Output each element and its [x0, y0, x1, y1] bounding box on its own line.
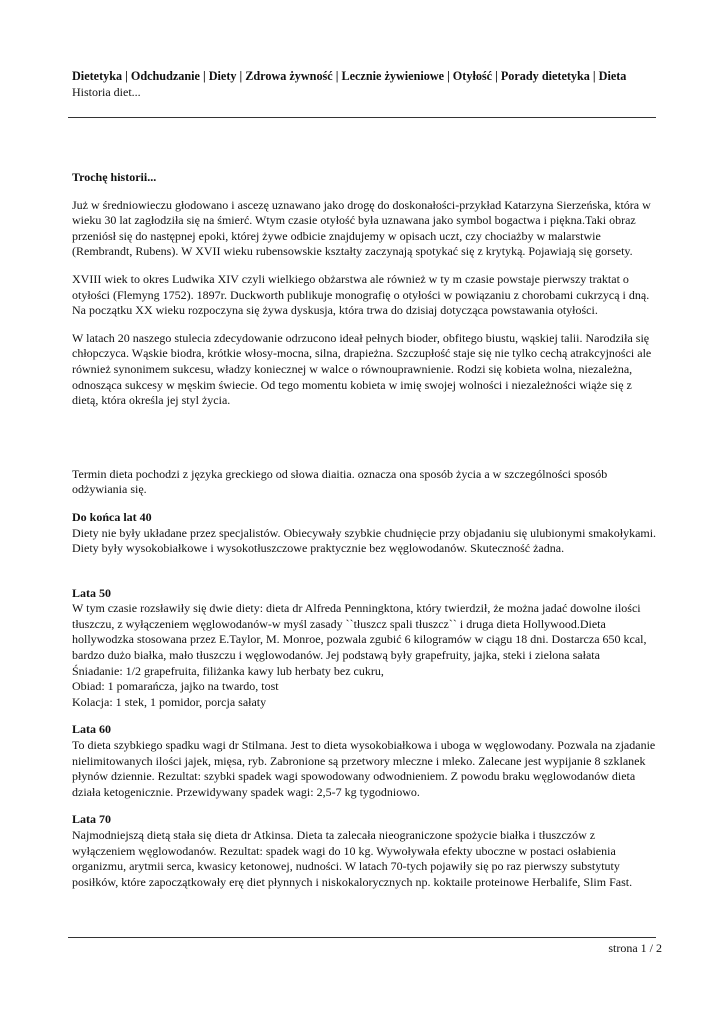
meal-breakfast: Śniadanie: 1/2 grapefruita, filiżanka kawy lub herbaty bez cukru, — [72, 663, 384, 678]
section-title-60s: Lata 60 — [72, 722, 111, 737]
meal-lunch: Obiad: 1 pomarańcza, jajko na twardo, tost — [72, 679, 279, 694]
page-header — [72, 68, 692, 100]
header-title: Dietetyka | Odchudzanie | Diety | Zdrowa żywność | Lecznie żywieniowe | Otyłość | Porady dietetyka | Dieta — [72, 69, 627, 83]
intro-paragraph-1: Już w średniowieczu głodowano i ascezę uznawano jako drogę do doskonałości-przykład Katarzyna Sierzeńska, która w wieku 30 lat zagłodziła się na śmierć. Wtym czasie otyłość była uznawana jako symbol bogactwa i piękna.Taki obraz przeniósł się do następnej epoki, której żywe odbicie znajdujemy w opisach uczt, czy chociażby w malarstwie (Rembrandt, Rubens). W XVII wieku rubensowskie kształty zaczynają spotykać się z krytyką. Pojawiają się gorsety. — [72, 197, 651, 259]
section-title-40s: Do końca lat 40 — [72, 509, 152, 524]
term-definition: Termin dieta pochodzi z języka greckiego od słowa diaitia. oznacza ona sposób życia a w szczególności sposób odżywiania się. — [72, 466, 608, 497]
header-subtitle: Historia diet... — [72, 85, 141, 99]
section-title-50s: Lata 50 — [72, 585, 111, 600]
article-body — [72, 170, 660, 890]
intro-heading: Trochę historii... — [72, 170, 157, 184]
intro-paragraph-3: W latach 20 naszego stulecia zdecydowanie odrzucono ideał pełnych bioder, obfitego biustu, wąskiej talii. Narodziła się chłopczyca. Wąskie biodra, krótkie włosy-mocna, silna, drapieżna. Szczupłość staje się nie tylko cechą atrakcyjności ale również synonimem sukcesu, władzy koniecznej w walce o równouprawnienie. Rodzi się kobieta wolna, niezależna, odnosząca sukcesy w męskim świecie. Od tego momentu kobieta w imię swojej wolności i niezależności wiąże się z dietą, która określa jej styl życia. — [72, 330, 652, 408]
footer-divider — [68, 937, 656, 938]
section-text-70s: Najmodniejszą dietą stała się dieta dr Atkinsa. Dieta ta zalecała nieograniczone spożycie białka i tłuszczów z wyłączeniem węglowodanów. Rezultat: spadek wagi do 10 kg. Wywoływała efekty uboczne w postaci osłabienia organizmu, arytmii serca, kwasicy ketonowej, nudności. W latach 70-tych pojawiły się po raz pierwszy substytuty posiłków, które zapoczątkowały erę diet płynnych i niskokalorycznych np. koktaile proteinowe Herbalife, Slim Fast. — [72, 828, 633, 889]
section-text-60s: To dieta szybkiego spadku wagi dr Stilmana. Jest to dieta wysokobiałkowa i uboga w węglowodany. Pozwala na zjadanie nielimitowanych ilości jajek, mięsa, ryb. Zabronione są przetwory mleczne i mleko. Zalecane jest wypijanie 8 szklanek płynów dziennie. Rezultat: szybki spadek wagi spowodowany odwodnieniem. Z powodu braku węglowodanów dieta działa ketogenicznie. Przewidywany spadek wagi: 2,5-7 kg tygodniowo. — [72, 738, 656, 799]
section-text-40s: Diety nie były układane przez specjalistów. Obiecywały szybkie chudnięcie przy objadaniu się ulubionymi smakołykami. Diety były wysokobiałkowe i wysokotłuszczowe praktycznie bez węglowodanów. Skuteczność żadna. — [72, 525, 657, 556]
section-text-50s: W tym czasie rozsławiły się dwie diety: dieta dr Alfreda Penningktona, który twierdził, że można jadać dowolne ilości tłuszczu, z wyłączeniem węglowodanów-w myśl zasady ``tłuszcz spali tłuszcz`` i druga dieta Hollywood.Dieta hollywodzka stosowana przez E.Taylor, M. Monroe, pozwala zgubić 6 kilogramów w ciągu 18 dni. Dostarcza 650 kcal, bardzo dużo białka, mało tłuszczu i węglowodanów. Jej podstawą były grapefruity, jajka, steki i zielona sałata — [72, 601, 647, 663]
section-title-70s: Lata 70 — [72, 812, 111, 827]
intro-paragraph-2: XVIII wiek to okres Ludwika XIV czyli wielkiego obżarstwa ale również w ty m czasie powstaje pierwszy traktat o otyłości (Flemyng 1752). 1897r. Duckworth publikuje monografię o otyłości w powiązaniu z chorobami cukrzycą i dną. Na początku XX wieku rozpoczyna się żywa dyskusja, która trwa do dzisiaj dotycząca powstawania otyłości. — [72, 271, 650, 318]
header-divider — [68, 117, 656, 118]
page-number: strona 1 / 2 — [608, 941, 662, 955]
meal-dinner: Kolacja: 1 stek, 1 pomidor, porcja sałaty — [72, 694, 267, 709]
